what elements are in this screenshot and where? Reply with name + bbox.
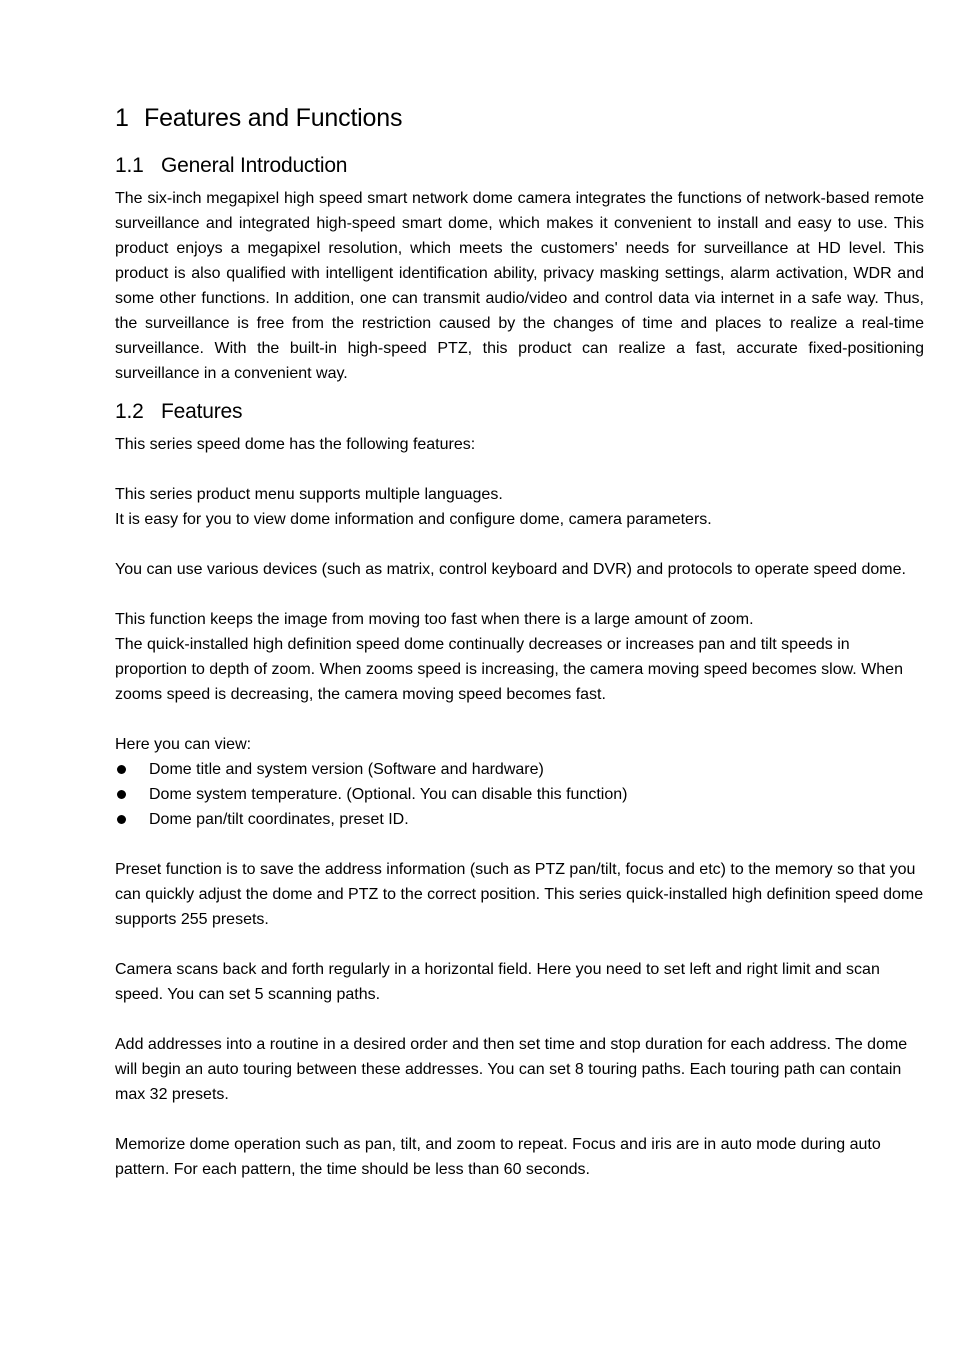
paragraph-gap (115, 932, 924, 957)
paragraph-gap (115, 707, 924, 732)
section-heading-general-introduction (115, 152, 924, 180)
section-number: 1.2 (115, 400, 144, 423)
view-list (115, 757, 924, 832)
paragraph-gap (115, 832, 924, 857)
devices-paragraph: You can use various devices (such as matrix, control keyboard and DVR) and protocols to operate speed dome. (115, 561, 906, 578)
chapter-number: 1 (115, 104, 129, 132)
section-title: General Introduction (161, 154, 348, 177)
list-item: Dome system temperature. (Optional. You can disable this function) (115, 782, 924, 807)
pattern-paragraph: Memorize dome operation such as pan, tilt, and zoom to repeat. Focus and iris are in auto mode during auto pattern. For each pattern, the time should be less than 60 seconds. (115, 1136, 881, 1178)
paragraph-gap (115, 582, 924, 607)
list-item: Dome title and system version (Software and hardware) (115, 757, 924, 782)
bullet-dot-icon (117, 765, 126, 774)
document-page (115, 100, 924, 1182)
menu-paragraph-line1: This series product menu supports multiple languages. (115, 486, 503, 503)
view-intro: Here you can view: (115, 736, 252, 753)
tour-paragraph: Add addresses into a routine in a desired order and then set time and stop duration for each address. The dome will begin an auto touring between these addresses. You can set 8 touring paths. Each touring path can contain max 32 presets. (115, 1036, 908, 1103)
paragraph-gap (115, 532, 924, 557)
paragraph-gap (115, 1007, 924, 1032)
zoom-paragraph-line2: The quick-installed high definition speed dome continually decreases or increases pan and tilt speeds in proportion to depth of zoom. When zooms speed is increasing, the camera moving speed becomes slow. When zooms speed is decreasing, the camera moving speed becomes fast. (115, 636, 903, 703)
bullet-dot-icon (117, 815, 126, 824)
zoom-paragraph-line1: This function keeps the image from moving too fast when there is a large amount of zoom. (115, 611, 754, 628)
section-title: Features (161, 400, 243, 423)
chapter-title: Features and Functions (144, 104, 403, 132)
chapter-heading (115, 100, 924, 136)
list-item: Dome pan/tilt coordinates, preset ID. (115, 807, 924, 832)
menu-paragraph-line2: It is easy for you to view dome information and configure dome, camera parameters. (115, 511, 712, 528)
section-number: 1.1 (115, 154, 144, 177)
section-heading-features (115, 398, 924, 426)
paragraph-gap (115, 1107, 924, 1132)
general-introduction-paragraph: The six-inch megapixel high speed smart network dome camera integrates the functions of network-based remote surveillance and integrated high-speed smart dome, which makes it convenient to install and easy to use. This product enjoys a megapixel resolution, which meets the customers' needs for surveillance at HD level. This product is also qualified with intelligent identification ability, privacy masking settings, alarm activation, WDR and some other functions. In addition, one can transmit audio/video and control data via internet in a safe way. Thus, the surveillance is free from the restriction caused by the changes of time and places to realize a real-time surveillance. With the built-in high-speed PTZ, this product can realize a fast, accurate fixed-positioning surveillance in a convenient way. (115, 190, 924, 382)
bullet-dot-icon (117, 790, 126, 799)
scan-paragraph: Camera scans back and forth regularly in a horizontal field. Here you need to set left and right limit and scan speed. You can set 5 scanning paths. (115, 961, 880, 1003)
preset-paragraph: Preset function is to save the address information (such as PTZ pan/tilt, focus and etc) to the memory so that you can quickly adjust the dome and PTZ to the correct position. This series quick-installed high definition speed dome supports 255 presets. (115, 861, 924, 928)
features-intro: This series speed dome has the following features: (115, 436, 476, 453)
paragraph-gap (115, 457, 924, 482)
